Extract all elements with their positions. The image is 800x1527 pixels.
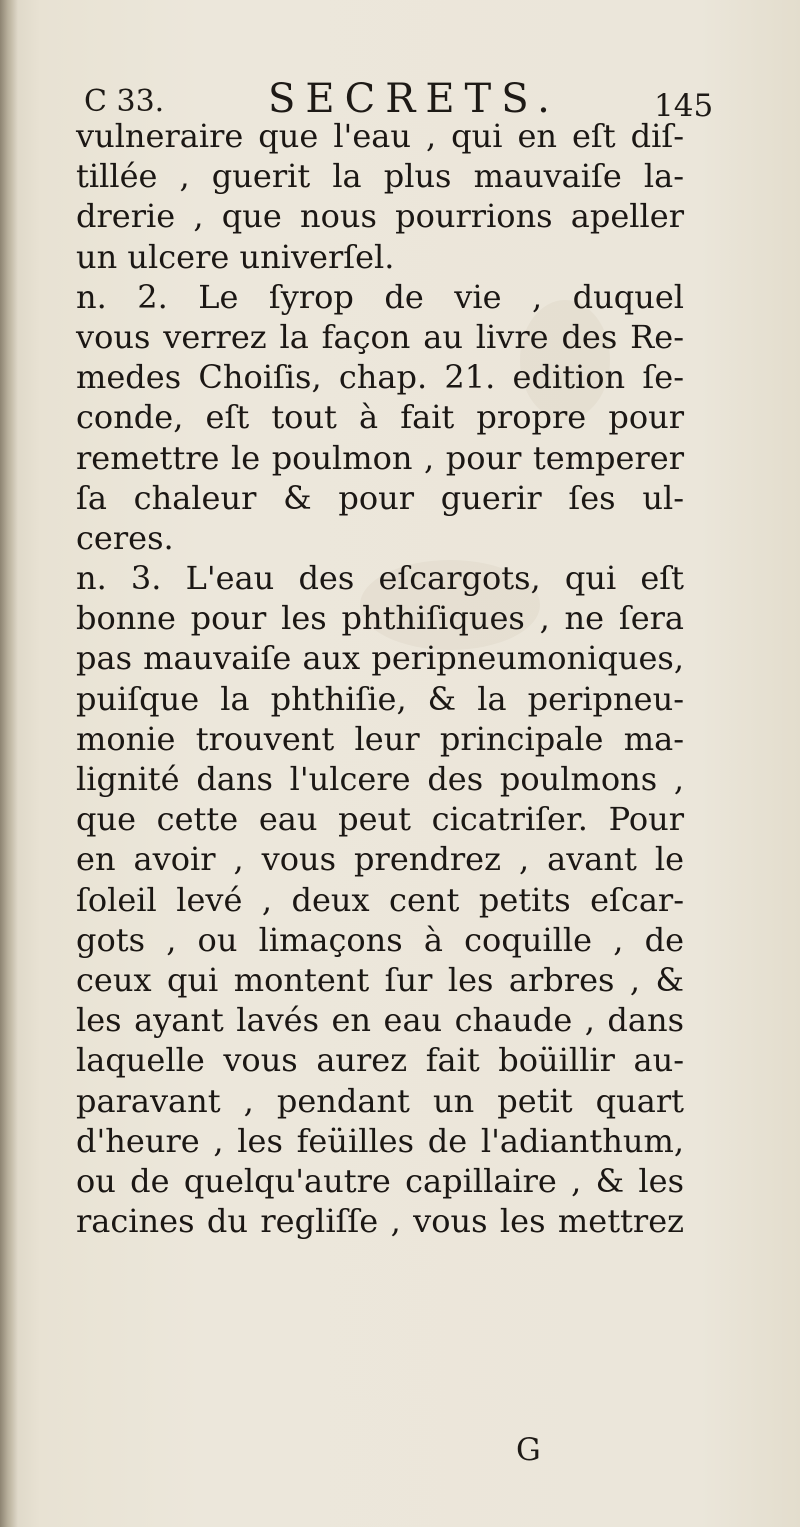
body-text (76, 116, 684, 1241)
text-line: conde, eſt tout à fait propre pour (76, 398, 684, 437)
text-line: ſoleil levé , deux cent petits eſcar- (76, 880, 684, 919)
text-line: monie trouvent leur principale ma- (76, 719, 684, 758)
text-line: n. 2. Le ſyrop de vie , duquel (76, 277, 684, 316)
text-line: n. 3. L'eau des eſcargots, qui eſt (76, 559, 684, 598)
text-line: medes Choiſis, chap. 21. edition ſe- (76, 358, 684, 397)
text-line: laquelle vous aurez fait boüillir au- (76, 1041, 684, 1080)
running-head: SECRETS. (268, 76, 560, 122)
signature-mark: C 33. (84, 84, 165, 119)
text-line: remettre le poulmon , pour temperer (76, 438, 684, 477)
text-line: lignité dans l'ulcere des poulmons , (76, 760, 684, 798)
text-line: drerie , que nous pourrions apeller (76, 197, 684, 236)
binding-gutter (0, 0, 18, 1527)
text-line: ou de quelqu'autre capillaire , & les (76, 1161, 684, 1200)
text-line: bonne pour les phthiſiques , ne ſera (76, 599, 684, 638)
text-line: vous verrez la façon au livre des Re- (76, 317, 684, 356)
text-line: les ayant lavés en eau chaude , dans (76, 1001, 684, 1040)
text-line: tillée , guerit la plus mauvaiſe la- (76, 157, 684, 196)
text-line: en avoir , vous prendrez , avant le (76, 840, 684, 879)
page-number: 145 (654, 88, 714, 124)
text-line: vulneraire que l'eau , qui en eſt diſ- (76, 117, 684, 155)
text-line: que cette eau peut cicatriſer. Pour (76, 800, 684, 839)
text-line: un ulcere univerſel. (76, 237, 395, 276)
text-line: d'heure , les feüilles de l'adianthum, (76, 1121, 684, 1160)
text-line: puiſque la phthiſie, & la peripneu- (76, 679, 684, 718)
text-line: pas mauvaiſe aux peripneumoniques, (76, 639, 684, 678)
text-line: racines du regliſſe , vous les mettrez (76, 1202, 684, 1241)
text-line: gots , ou limaçons à coquille , de (76, 920, 684, 959)
text-line: ceux qui montent ſur les arbres , & (76, 960, 684, 999)
text-line: paravant , pendant un petit quart (76, 1081, 684, 1120)
text-line: ſa chaleur & pour guerir ſes ul- (76, 478, 684, 517)
catchword: G (516, 1432, 541, 1468)
text-line: ceres. (76, 518, 174, 557)
